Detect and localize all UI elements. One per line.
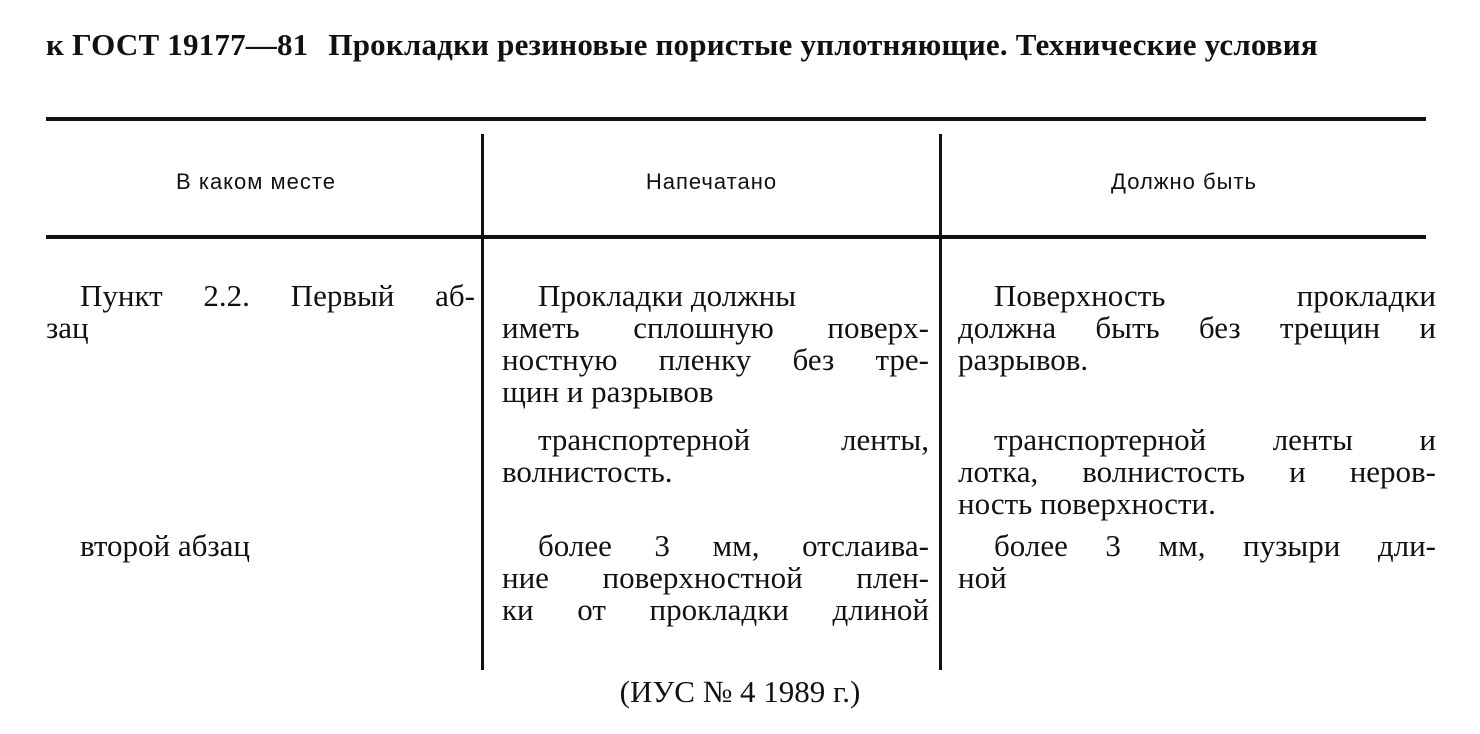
text-line: Пункт 2.2. Первый аб- — [80, 278, 475, 313]
column-divider-1 — [481, 134, 484, 670]
text-line: разрывов. — [958, 342, 1089, 377]
text-line: Поверхность прокладки — [994, 278, 1436, 313]
printed-cell-3 — [502, 530, 929, 626]
text-line: лотка, волнистость и неров- — [958, 454, 1436, 489]
text-line: ностную пленку без тре- — [502, 342, 929, 377]
column-header-place: В каком месте — [176, 169, 336, 194]
text-line: щин и разрывов — [502, 374, 714, 409]
printed-cell-2 — [502, 424, 929, 488]
text-line: транспортерной ленты и — [994, 422, 1436, 457]
correct-cell-2 — [958, 424, 1436, 520]
correct-cell-1 — [958, 280, 1436, 376]
header-rule — [46, 235, 1426, 239]
text-line: зац — [46, 310, 89, 345]
source-note: (ИУС № 4 1989 г.) — [619, 674, 861, 709]
text-line: второй абзац — [80, 528, 250, 563]
text-line: должна быть без трещин и — [958, 310, 1436, 345]
text-line: ность поверхности. — [958, 486, 1216, 521]
column-divider-2 — [939, 134, 942, 670]
text-line: более 3 мм, отслаива- — [538, 528, 929, 563]
column-header-printed: Напечатано — [645, 169, 778, 194]
text-line: транспортерной ленты, — [538, 422, 929, 457]
text-line: иметь сплошную поверх- — [502, 310, 929, 345]
text-line: волнистость. — [502, 454, 673, 489]
text-line: Прокладки должны — [538, 278, 797, 313]
text-line: ки от прокладки длиной — [502, 592, 929, 627]
correct-cell-3 — [958, 530, 1436, 594]
title-rule — [46, 117, 1426, 121]
text-line: ной — [958, 560, 1007, 595]
standard-reference: к ГОСТ 19177—81 — [46, 27, 309, 62]
place-cell-1 — [46, 278, 475, 345]
printed-cell-1 — [502, 280, 929, 408]
column-header-correct: Должно быть — [1111, 169, 1257, 194]
text-line: более 3 мм, пузыри дли- — [994, 528, 1436, 563]
text-line: ние поверхностной плен- — [502, 560, 929, 595]
standard-title: Прокладки резиновые пористые уплотняющие. Технические условия — [328, 27, 1318, 62]
document-title — [46, 26, 1446, 64]
place-cell-2 — [80, 530, 470, 562]
